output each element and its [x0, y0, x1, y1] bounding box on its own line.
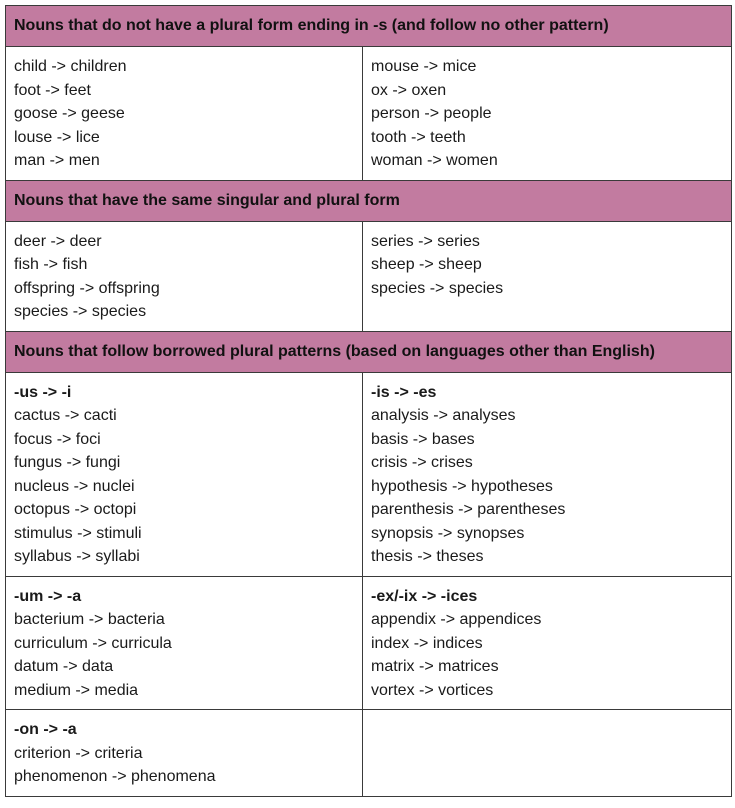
- left-column-cell: [6, 576, 363, 710]
- noun-list-row: [6, 47, 732, 181]
- right-column-cell: [363, 710, 732, 797]
- pattern-title: -on -> -a: [14, 721, 77, 738]
- noun-list-row: [6, 221, 732, 331]
- noun-pair: hypothesis -> hypotheses: [371, 477, 553, 495]
- left-column-cell: [6, 710, 363, 797]
- pattern-title: -ex/-ix -> -ices: [371, 587, 478, 605]
- noun-pair: species -> species: [14, 303, 147, 320]
- noun-pair: foot -> feet: [14, 81, 91, 99]
- noun-pair: cactus -> cacti: [14, 407, 117, 424]
- pattern-title: -us -> -i: [14, 383, 72, 401]
- noun-pair: deer -> deer: [14, 232, 102, 250]
- noun-pair: sheep -> sheep: [371, 256, 482, 273]
- noun-pair: mouse -> mice: [371, 58, 477, 75]
- left-column-cell: [6, 221, 363, 331]
- noun-pair: fungus -> fungi: [14, 454, 121, 471]
- noun-pair: analysis -> analyses: [371, 407, 516, 424]
- section-heading: Nouns that follow borrowed plural patterns (based on languages other than English): [6, 331, 732, 372]
- noun-pair: medium -> media: [14, 681, 139, 699]
- noun-pair: focus -> foci: [14, 430, 101, 448]
- noun-pair: curriculum -> curricula: [14, 634, 172, 652]
- noun-pair: bacterium -> bacteria: [14, 611, 165, 628]
- noun-pair: stimulus -> stimuli: [14, 524, 142, 542]
- noun-pair: species -> species: [371, 279, 504, 297]
- section-heading: Nouns that have the same singular and plural form: [6, 180, 732, 221]
- noun-pair: child -> children: [14, 58, 127, 75]
- noun-pair: parenthesis -> parentheses: [371, 501, 566, 518]
- right-column-cell: [363, 47, 732, 181]
- pattern-title: -um -> -a: [14, 587, 82, 605]
- pattern-row: [6, 710, 732, 797]
- noun-pair: woman -> women: [371, 152, 498, 169]
- right-column-cell: [363, 576, 732, 710]
- noun-pair: index -> indices: [371, 634, 483, 652]
- noun-pair: synopsis -> synopses: [371, 524, 525, 542]
- noun-pair: criterion -> criteria: [14, 744, 143, 762]
- noun-pair: series -> series: [371, 232, 480, 250]
- section-heading-row: [6, 180, 732, 221]
- noun-pair: louse -> lice: [14, 128, 100, 146]
- noun-pair: matrix -> matrices: [371, 658, 499, 675]
- noun-pair: datum -> data: [14, 658, 114, 675]
- noun-pair: basis -> bases: [371, 430, 475, 448]
- left-column-cell: [6, 372, 363, 576]
- noun-pair: offspring -> offspring: [14, 279, 160, 297]
- pattern-title: -is -> -es: [371, 383, 437, 401]
- noun-pair: crisis -> crises: [371, 454, 473, 471]
- noun-pair: appendix -> appendices: [371, 611, 542, 628]
- noun-pair: ox -> oxen: [371, 81, 447, 99]
- noun-pair: thesis -> theses: [371, 548, 484, 565]
- section-heading-row: [6, 6, 732, 47]
- noun-pair: vortex -> vortices: [371, 681, 494, 699]
- right-column-cell: [363, 372, 732, 576]
- pattern-row: [6, 372, 732, 576]
- noun-pair: fish -> fish: [14, 256, 88, 273]
- left-column-cell: [6, 47, 363, 181]
- noun-pair: person -> people: [371, 105, 492, 122]
- noun-pair: octopus -> octopi: [14, 501, 137, 518]
- plural-nouns-table: [5, 5, 732, 797]
- noun-pair: goose -> geese: [14, 105, 125, 122]
- noun-pair: man -> men: [14, 152, 100, 169]
- section-heading-row: [6, 331, 732, 372]
- right-column-cell: [363, 221, 732, 331]
- noun-pair: syllabus -> syllabi: [14, 548, 140, 565]
- noun-pair: nucleus -> nuclei: [14, 477, 135, 495]
- noun-pair: tooth -> teeth: [371, 128, 466, 146]
- noun-pair: phenomenon -> phenomena: [14, 768, 216, 785]
- pattern-row: [6, 576, 732, 710]
- section-heading: Nouns that do not have a plural form ending in -s (and follow no other pattern): [6, 6, 732, 47]
